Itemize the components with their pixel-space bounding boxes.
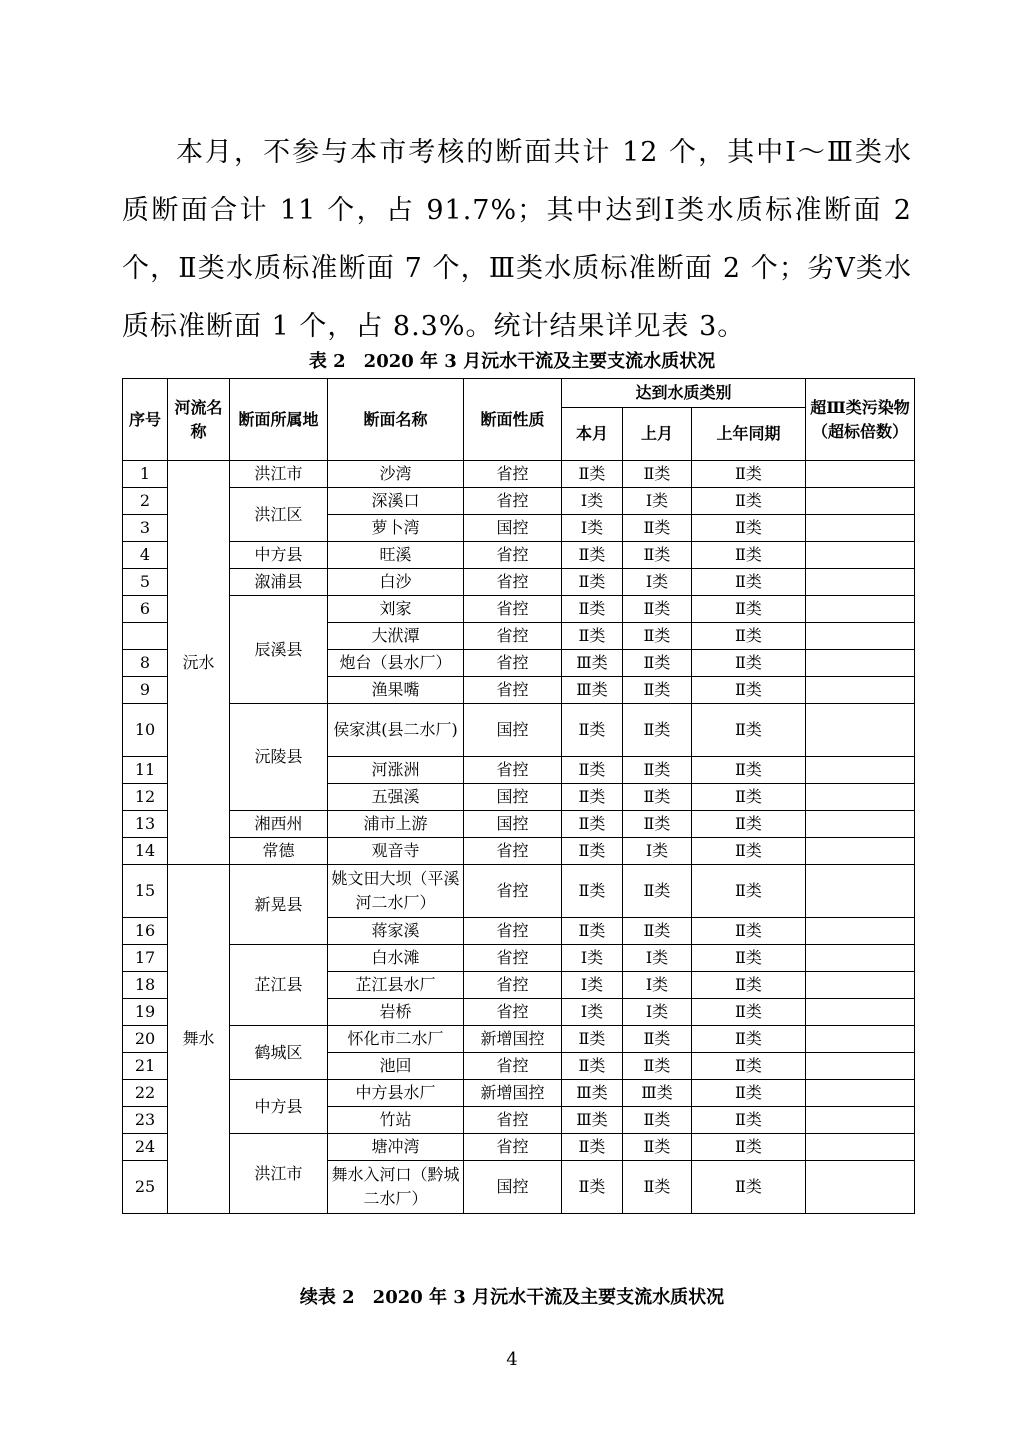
pollutant-cell (806, 999, 915, 1026)
page-number: 4 (506, 1349, 518, 1370)
table-row (123, 1080, 915, 1107)
section-name-cell: 河涨洲 (328, 757, 464, 784)
table-row (123, 461, 915, 488)
section-name-cell: 旺溪 (328, 542, 464, 569)
pollutant-cell (806, 1107, 915, 1134)
locality-cell: 辰溪县 (230, 596, 328, 704)
locality-cell: 芷江县 (230, 945, 328, 1026)
last-month-category-cell: Ⅰ类 (623, 569, 692, 596)
pollutant-cell (806, 865, 915, 918)
last-month-category-cell: Ⅰ类 (623, 838, 692, 865)
last-month-category-cell: Ⅱ类 (623, 1026, 692, 1053)
section-name-cell: 深溪口 (328, 488, 464, 515)
this-month-category-cell: Ⅱ类 (562, 811, 623, 838)
section-name-cell: 中方县水厂 (328, 1080, 464, 1107)
this-month-category-cell: Ⅱ类 (562, 918, 623, 945)
section-name-cell: 大洑潭 (328, 623, 464, 650)
river-cell: 沅水 (168, 461, 230, 865)
header-locality: 断面所属地 (230, 379, 328, 461)
seq-cell: 16 (123, 918, 168, 945)
seq-cell (123, 623, 168, 650)
locality-cell: 洪江市 (230, 1134, 328, 1214)
pollutant-cell (806, 1053, 915, 1080)
last-month-category-cell: Ⅱ类 (623, 650, 692, 677)
last-year-category-cell: Ⅱ类 (692, 1107, 806, 1134)
last-year-category-cell: Ⅱ类 (692, 677, 806, 704)
section-nature-cell: 省控 (464, 999, 562, 1026)
pollutant-cell (806, 488, 915, 515)
last-month-category-cell: Ⅱ类 (623, 1107, 692, 1134)
section-name-cell: 塘冲湾 (328, 1134, 464, 1161)
section-nature-cell: 省控 (464, 945, 562, 972)
table-row (123, 945, 915, 972)
last-year-category-cell: Ⅱ类 (692, 784, 806, 811)
pollutant-cell (806, 838, 915, 865)
pollutant-cell (806, 1080, 915, 1107)
section-name-cell: 渔果嘴 (328, 677, 464, 704)
locality-cell: 常德 (230, 838, 328, 865)
section-nature-cell: 省控 (464, 488, 562, 515)
last-month-category-cell: Ⅱ类 (623, 461, 692, 488)
water-quality-table (122, 378, 915, 1214)
last-month-category-cell: Ⅱ类 (623, 865, 692, 918)
last-year-category-cell: Ⅱ类 (692, 1053, 806, 1080)
seq-cell: 23 (123, 1107, 168, 1134)
this-month-category-cell: Ⅱ类 (562, 1134, 623, 1161)
section-nature-cell: 国控 (464, 1161, 562, 1214)
this-month-category-cell: Ⅱ类 (562, 542, 623, 569)
last-year-category-cell: Ⅱ类 (692, 623, 806, 650)
last-year-category-cell: Ⅱ类 (692, 757, 806, 784)
seq-cell: 14 (123, 838, 168, 865)
section-nature-cell: 省控 (464, 569, 562, 596)
this-month-category-cell: Ⅱ类 (562, 623, 623, 650)
section-name-cell: 岩桥 (328, 999, 464, 1026)
pollutant-cell (806, 1161, 915, 1214)
section-name-cell: 竹站 (328, 1107, 464, 1134)
section-name-cell: 姚文田大坝（平溪河二水厂） (328, 865, 464, 918)
locality-cell: 中方县 (230, 542, 328, 569)
last-month-category-cell: Ⅱ类 (623, 623, 692, 650)
river-cell: 舞水 (168, 865, 230, 1214)
this-month-category-cell: Ⅱ类 (562, 865, 623, 918)
locality-cell: 洪江市 (230, 461, 328, 488)
seq-cell: 13 (123, 811, 168, 838)
locality-cell: 中方县 (230, 1080, 328, 1134)
last-year-category-cell: Ⅱ类 (692, 1134, 806, 1161)
this-month-category-cell: Ⅰ类 (562, 515, 623, 542)
seq-cell: 1 (123, 461, 168, 488)
pollutant-cell (806, 784, 915, 811)
header-section-name: 断面名称 (328, 379, 464, 461)
pollutant-cell (806, 569, 915, 596)
last-month-category-cell: Ⅱ类 (623, 811, 692, 838)
last-year-category-cell: Ⅱ类 (692, 1026, 806, 1053)
pollutant-cell (806, 918, 915, 945)
last-year-category-cell: Ⅱ类 (692, 650, 806, 677)
last-year-category-cell: Ⅱ类 (692, 461, 806, 488)
last-year-category-cell: Ⅱ类 (692, 488, 806, 515)
section-nature-cell: 省控 (464, 1134, 562, 1161)
this-month-category-cell: Ⅱ类 (562, 704, 623, 757)
this-month-category-cell: Ⅲ类 (562, 677, 623, 704)
seq-cell: 5 (123, 569, 168, 596)
table-row (123, 838, 915, 865)
this-month-category-cell: Ⅱ类 (562, 838, 623, 865)
pollutant-cell (806, 461, 915, 488)
pollutant-cell (806, 1026, 915, 1053)
this-month-category-cell: Ⅱ类 (562, 784, 623, 811)
pollutant-cell (806, 811, 915, 838)
pollutant-cell (806, 677, 915, 704)
last-year-category-cell: Ⅱ类 (692, 972, 806, 999)
section-nature-cell: 新增国控 (464, 1026, 562, 1053)
pollutant-cell (806, 515, 915, 542)
table-row (123, 811, 915, 838)
seq-cell: 18 (123, 972, 168, 999)
table-row (123, 569, 915, 596)
this-month-category-cell: Ⅱ类 (562, 596, 623, 623)
this-month-category-cell: Ⅰ类 (562, 999, 623, 1026)
last-month-category-cell: Ⅱ类 (623, 542, 692, 569)
section-nature-cell: 省控 (464, 865, 562, 918)
section-name-cell: 五强溪 (328, 784, 464, 811)
this-month-category-cell: Ⅱ类 (562, 569, 623, 596)
header-category-group: 达到水质类别 (562, 379, 806, 408)
section-name-cell: 白水滩 (328, 945, 464, 972)
section-name-cell: 蒋家溪 (328, 918, 464, 945)
last-month-category-cell: Ⅱ类 (623, 918, 692, 945)
body-paragraph: 本月，不参与本市考核的断面共计 12 个，其中Ⅰ～Ⅲ类水质断面合计 11 个，占 91.7%；其中达到Ⅰ类水质标准断面 2 个，Ⅱ类水质标准断面 7 个，Ⅲ类水质标准断面 2 个；劣Ⅴ类水质标准断面 1 个，占 8.3%。统计结果详见表 3。 (122, 137, 912, 342)
last-month-category-cell: Ⅱ类 (623, 1134, 692, 1161)
pollutant-cell (806, 704, 915, 757)
pollutant-cell (806, 650, 915, 677)
last-month-category-cell: Ⅱ类 (623, 704, 692, 757)
this-month-category-cell: Ⅲ类 (562, 1080, 623, 1107)
header-nature: 断面性质 (464, 379, 562, 461)
pollutant-cell (806, 1134, 915, 1161)
table-row (123, 865, 915, 918)
section-name-cell: 浦市上游 (328, 811, 464, 838)
this-month-category-cell: Ⅲ类 (562, 650, 623, 677)
this-month-category-cell: Ⅱ类 (562, 1053, 623, 1080)
section-name-cell: 观音寺 (328, 838, 464, 865)
continued-table-caption: 续表 2 2020 年 3 月沅水干流及主要支流水质状况 (299, 1287, 725, 1308)
header-last-month: 上月 (623, 408, 692, 461)
seq-cell: 10 (123, 704, 168, 757)
pollutant-cell (806, 757, 915, 784)
seq-cell: 4 (123, 542, 168, 569)
table-row (123, 542, 915, 569)
last-year-category-cell: Ⅱ类 (692, 945, 806, 972)
last-month-category-cell: Ⅰ类 (623, 945, 692, 972)
seq-cell: 22 (123, 1080, 168, 1107)
last-year-category-cell: Ⅱ类 (692, 1080, 806, 1107)
locality-cell: 溆浦县 (230, 569, 328, 596)
pollutant-cell (806, 596, 915, 623)
this-month-category-cell: Ⅱ类 (562, 461, 623, 488)
section-nature-cell: 省控 (464, 918, 562, 945)
this-month-category-cell: Ⅱ类 (562, 1026, 623, 1053)
seq-cell: 21 (123, 1053, 168, 1080)
seq-cell: 11 (123, 757, 168, 784)
table-row (123, 596, 915, 623)
section-nature-cell: 省控 (464, 461, 562, 488)
last-month-category-cell: Ⅰ类 (623, 972, 692, 999)
seq-cell: 8 (123, 650, 168, 677)
header-seq: 序号 (123, 379, 168, 461)
section-name-cell: 炮台（县水厂） (328, 650, 464, 677)
section-nature-cell: 省控 (464, 838, 562, 865)
pollutant-cell (806, 623, 915, 650)
seq-cell: 24 (123, 1134, 168, 1161)
last-month-category-cell: Ⅱ类 (623, 1053, 692, 1080)
last-year-category-cell: Ⅱ类 (692, 918, 806, 945)
seq-cell: 15 (123, 865, 168, 918)
seq-cell: 19 (123, 999, 168, 1026)
section-nature-cell: 省控 (464, 1107, 562, 1134)
last-year-category-cell: Ⅱ类 (692, 569, 806, 596)
seq-cell: 9 (123, 677, 168, 704)
section-nature-cell: 新增国控 (464, 1080, 562, 1107)
table-row (123, 704, 915, 757)
section-name-cell: 舞水入河口（黔城二水厂） (328, 1161, 464, 1214)
section-nature-cell: 省控 (464, 542, 562, 569)
section-name-cell: 白沙 (328, 569, 464, 596)
section-nature-cell: 省控 (464, 1053, 562, 1080)
table-caption: 表 2 2020 年 3 月沅水干流及主要支流水质状况 (308, 351, 716, 372)
section-nature-cell: 省控 (464, 757, 562, 784)
header-pollutants: 超Ⅲ类污染物（超标倍数） (806, 379, 915, 461)
section-nature-cell: 国控 (464, 784, 562, 811)
section-name-cell: 沙湾 (328, 461, 464, 488)
last-month-category-cell: Ⅱ类 (623, 596, 692, 623)
section-nature-cell: 国控 (464, 811, 562, 838)
section-nature-cell: 国控 (464, 515, 562, 542)
section-name-cell: 芷江县水厂 (328, 972, 464, 999)
last-year-category-cell: Ⅱ类 (692, 542, 806, 569)
last-year-category-cell: Ⅱ类 (692, 811, 806, 838)
last-year-category-cell: Ⅱ类 (692, 704, 806, 757)
locality-cell: 鹤城区 (230, 1026, 328, 1080)
pollutant-cell (806, 945, 915, 972)
this-month-category-cell: Ⅰ类 (562, 488, 623, 515)
locality-cell: 新晃县 (230, 865, 328, 945)
section-nature-cell: 省控 (464, 596, 562, 623)
locality-cell: 洪江区 (230, 488, 328, 542)
section-name-cell: 萝卜湾 (328, 515, 464, 542)
last-month-category-cell: Ⅱ类 (623, 1161, 692, 1214)
section-name-cell: 怀化市二水厂 (328, 1026, 464, 1053)
section-nature-cell: 省控 (464, 677, 562, 704)
section-name-cell: 侯家淇(县二水厂) (328, 704, 464, 757)
this-month-category-cell: Ⅱ类 (562, 757, 623, 784)
last-month-category-cell: Ⅱ类 (623, 677, 692, 704)
section-nature-cell: 省控 (464, 623, 562, 650)
header-last-year: 上年同期 (692, 408, 806, 461)
last-year-category-cell: Ⅱ类 (692, 865, 806, 918)
seq-cell: 25 (123, 1161, 168, 1214)
section-nature-cell: 省控 (464, 972, 562, 999)
last-year-category-cell: Ⅱ类 (692, 1161, 806, 1214)
last-month-category-cell: Ⅰ类 (623, 488, 692, 515)
pollutant-cell (806, 542, 915, 569)
header-river: 河流名称 (168, 379, 230, 461)
last-month-category-cell: Ⅱ类 (623, 515, 692, 542)
header-this-month: 本月 (562, 408, 623, 461)
this-month-category-cell: Ⅲ类 (562, 1107, 623, 1134)
last-month-category-cell: Ⅱ类 (623, 757, 692, 784)
section-nature-cell: 省控 (464, 650, 562, 677)
table-row (123, 1134, 915, 1161)
last-month-category-cell: Ⅱ类 (623, 784, 692, 811)
seq-cell: 3 (123, 515, 168, 542)
last-year-category-cell: Ⅱ类 (692, 515, 806, 542)
last-month-category-cell: Ⅲ类 (623, 1080, 692, 1107)
seq-cell: 17 (123, 945, 168, 972)
last-year-category-cell: Ⅱ类 (692, 596, 806, 623)
last-year-category-cell: Ⅱ类 (692, 999, 806, 1026)
this-month-category-cell: Ⅱ类 (562, 1161, 623, 1214)
table-body (123, 461, 915, 1214)
table-row (123, 488, 915, 515)
section-name-cell: 刘家 (328, 596, 464, 623)
pollutant-cell (806, 972, 915, 999)
last-month-category-cell: Ⅰ类 (623, 999, 692, 1026)
this-month-category-cell: Ⅰ类 (562, 972, 623, 999)
seq-cell: 6 (123, 596, 168, 623)
this-month-category-cell: Ⅰ类 (562, 945, 623, 972)
seq-cell: 2 (123, 488, 168, 515)
section-nature-cell: 国控 (464, 704, 562, 757)
locality-cell: 沅陵县 (230, 704, 328, 811)
seq-cell: 20 (123, 1026, 168, 1053)
section-name-cell: 池回 (328, 1053, 464, 1080)
table-row (123, 1026, 915, 1053)
last-year-category-cell: Ⅱ类 (692, 838, 806, 865)
seq-cell: 12 (123, 784, 168, 811)
locality-cell: 湘西州 (230, 811, 328, 838)
